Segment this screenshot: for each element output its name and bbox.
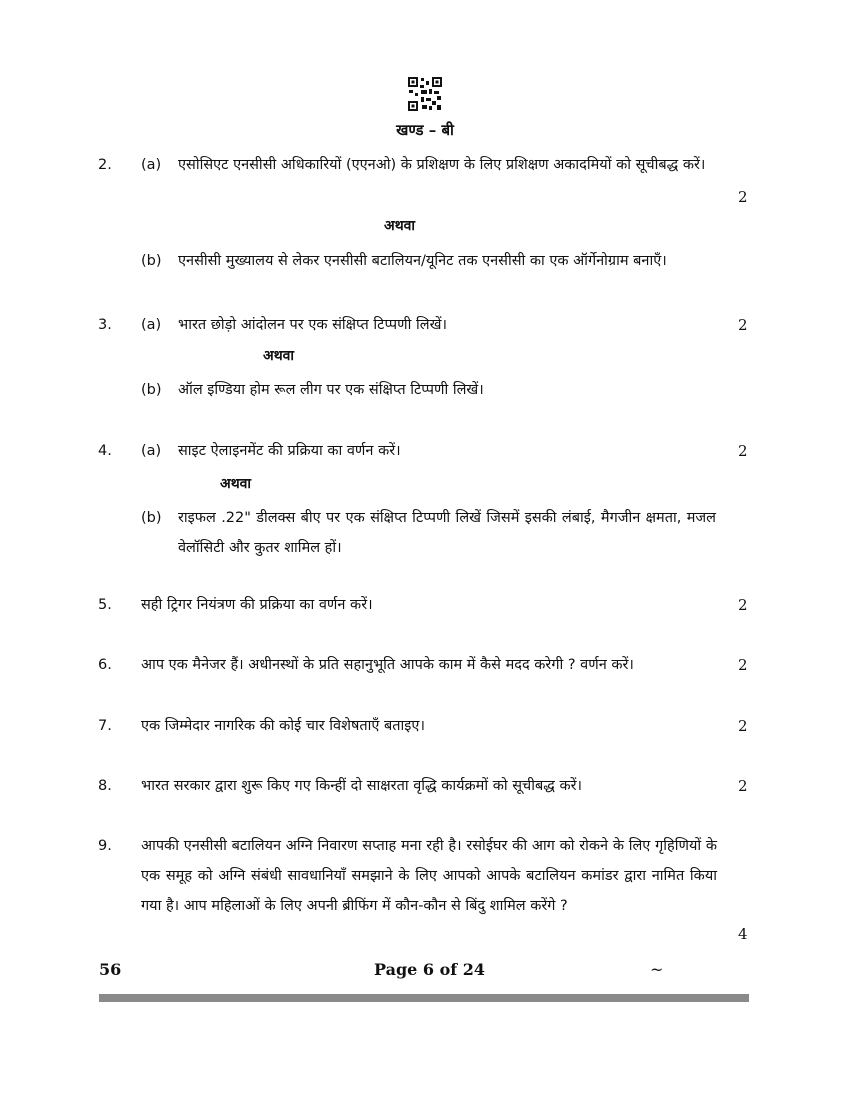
question-number: 6. bbox=[98, 657, 112, 673]
marks: 2 bbox=[738, 316, 748, 334]
or-separator: अथवा bbox=[263, 348, 295, 364]
marks: 2 bbox=[738, 596, 748, 614]
or-separator: अथवा bbox=[384, 218, 416, 234]
question-text: एनसीसी मुख्यालय से लेकर एनसीसी बटालियन/यूनिट तक एनसीसी का एक ऑर्गेनोग्राम बनाएँ। bbox=[178, 253, 667, 269]
question-text: राइफल .22" डीलक्स बीए पर एक संक्षिप्त टिप्पणी लिखें जिसमें इसकी लंबाई, मैगजीन क्षमता, मजल वेलॉसिटी और कुतर शामिल हों। bbox=[178, 510, 716, 556]
question-number: 3. bbox=[98, 317, 112, 333]
marks: 2 bbox=[738, 188, 748, 206]
section-title: खण्ड – बी bbox=[396, 121, 454, 139]
qr-code bbox=[407, 76, 443, 112]
question-text: ऑल इण्डिया होम रूल लीग पर एक संक्षिप्त टिप्पणी लिखें। bbox=[178, 382, 484, 398]
question-text: साइट ऐलाइनमेंट की प्रक्रिया का वर्णन करें। bbox=[178, 443, 401, 459]
question-number: 4. bbox=[98, 443, 112, 459]
question-number: 9. bbox=[98, 838, 112, 854]
question-text: एसोसिएट एनसीसी अधिकारियों (एएनओ) के प्रशिक्षण के लिए प्रशिक्षण अकादमियों को सूचीबद्ध करें। bbox=[178, 157, 706, 173]
question-text: आप एक मैनेजर हैं। अधीनस्थों के प्रति सहानुभूति आपके काम में कैसे मदद करेगी ? वर्णन करें। bbox=[141, 657, 634, 673]
option-label: (a) bbox=[141, 157, 162, 173]
footer-mark: ~ bbox=[650, 960, 664, 979]
footer-code: 56 bbox=[99, 960, 122, 979]
question-text: आपकी एनसीसी बटालियन अग्नि निवारण सप्ताह मना रही है। रसोईघर की आग को रोकने के लिए गृहिणियों के एक समूह को अग्नि संबंधी सावधानियाँ समझाने के लिए आपको आपके बटालियन कमांडर द्वारा नामित किया गया है। आप महिलाओं के लिए अपनी ब्रीफिंग में कौन-कौन से बिंदु शामिल करेंगे ? bbox=[141, 838, 717, 914]
question-number: 5. bbox=[98, 597, 112, 613]
question-text: भारत छोड़ो आंदोलन पर एक संक्षिप्त टिप्पणी लिखें। bbox=[178, 317, 447, 333]
option-label: (a) bbox=[141, 443, 162, 459]
marks: 2 bbox=[738, 717, 748, 735]
question-text: सही ट्रिगर नियंत्रण की प्रक्रिया का वर्णन करें। bbox=[141, 597, 373, 613]
question-text: भारत सरकार द्वारा शुरू किए गए किन्हीं दो साक्षरता वृद्धि कार्यक्रमों को सूचीबद्ध करें। bbox=[141, 778, 583, 794]
or-separator: अथवा bbox=[220, 476, 252, 492]
question-number: 7. bbox=[98, 718, 112, 734]
marks: 2 bbox=[738, 442, 748, 460]
question-text: एक जिम्मेदार नागरिक की कोई चार विशेषताएँ बताइए। bbox=[141, 718, 425, 734]
marks: 2 bbox=[738, 777, 748, 795]
marks: 4 bbox=[738, 925, 748, 943]
question-number: 2. bbox=[98, 157, 112, 173]
option-label: (b) bbox=[141, 382, 162, 398]
footer-rule bbox=[99, 994, 749, 1002]
marks: 2 bbox=[738, 656, 748, 674]
option-label: (b) bbox=[141, 253, 162, 269]
question-number: 8. bbox=[98, 778, 112, 794]
footer-page-number: Page 6 of 24 bbox=[374, 960, 485, 979]
option-label: (b) bbox=[141, 510, 162, 526]
option-label: (a) bbox=[141, 317, 162, 333]
